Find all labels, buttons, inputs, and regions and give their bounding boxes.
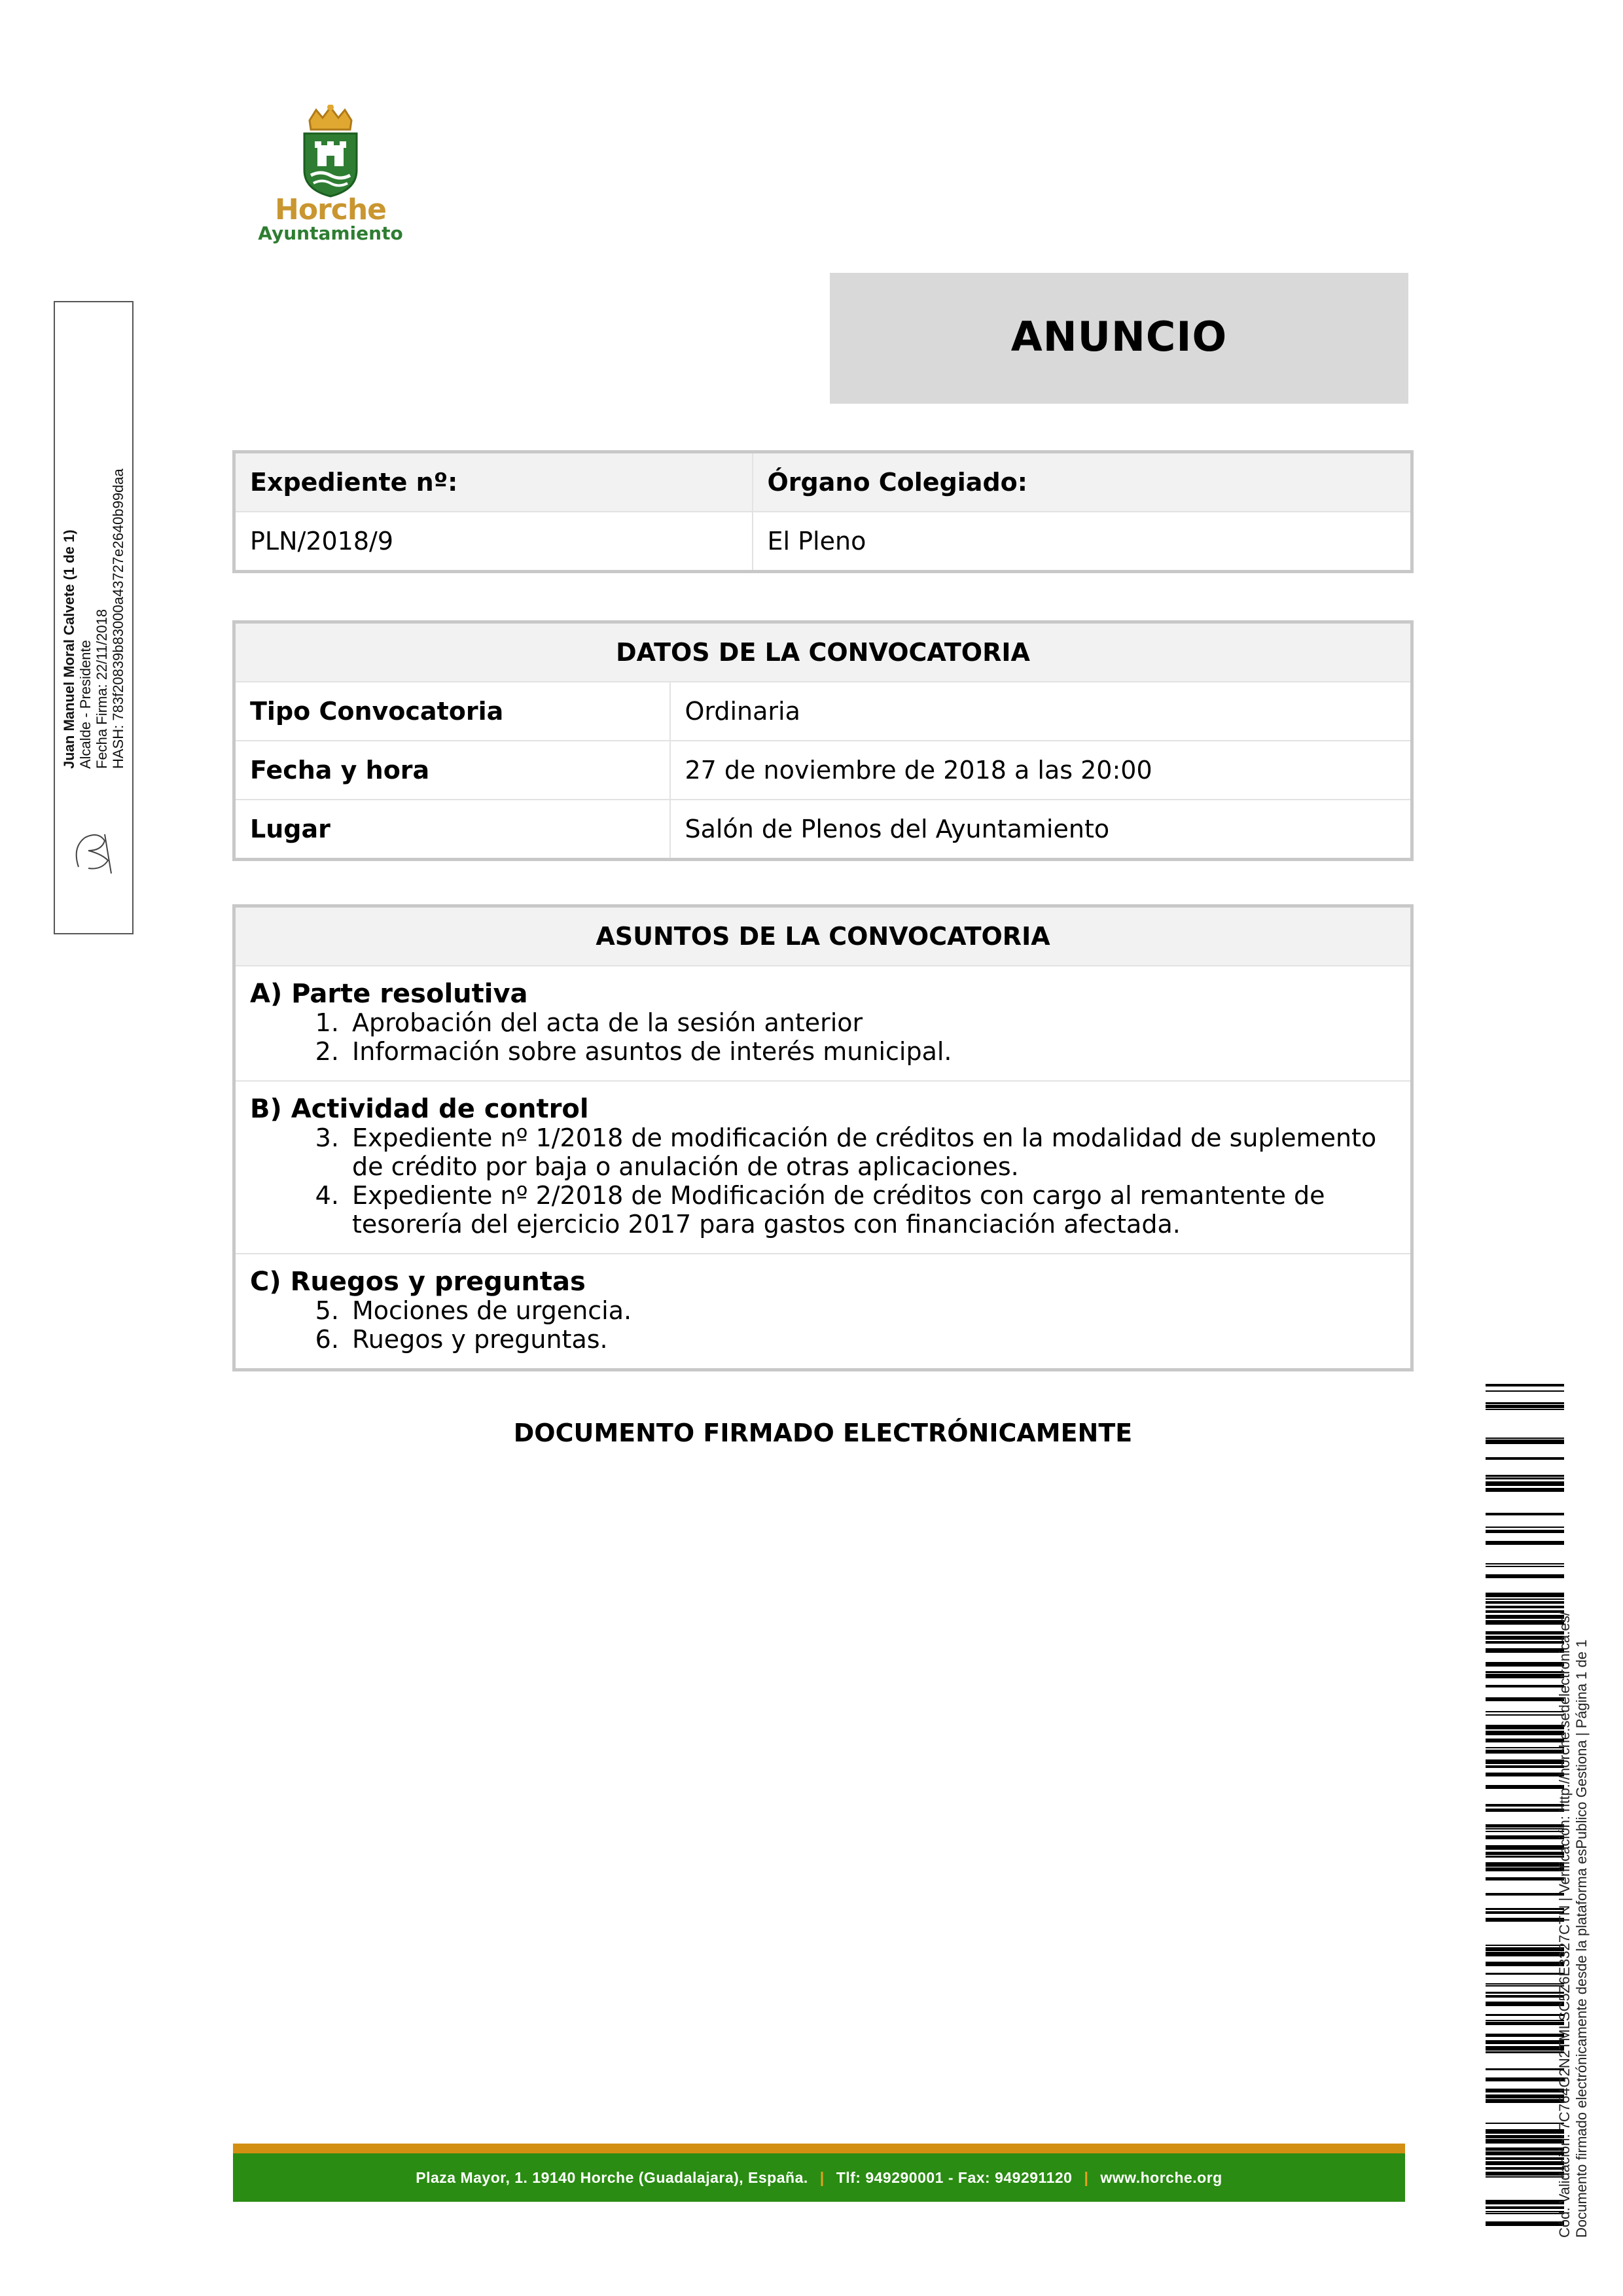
asuntos-table [232, 904, 1414, 1371]
expediente-value: PLN/2018/9 [234, 512, 753, 572]
footer-separator: | [1084, 2169, 1089, 2186]
section-title: B) Actividad de control [250, 1094, 589, 1124]
lugar-label: Lugar [234, 800, 670, 860]
signed-note: DOCUMENTO FIRMADO ELECTRÓNICAMENTE [513, 1419, 1133, 1447]
lugar-value: Salón de Plenos del Ayuntamiento [670, 800, 1412, 860]
expediente-label: Expediente nº: [234, 452, 753, 512]
table-row [234, 682, 1412, 741]
convocatoria-table [232, 620, 1414, 861]
handwritten-signature-icon [65, 821, 124, 880]
signature-hash: HASH: 783f20839b83000a43727e2640b99daa [110, 468, 126, 769]
asuntos-header: ASUNTOS DE LA CONVOCATORIA [234, 906, 1412, 966]
convocatoria-header: DATOS DE LA CONVOCATORIA [234, 622, 1412, 682]
list-item: 4. Expediente nº 2/2018 de Modificación de créditos con cargo al remantente de tesorería del ejercicio 2017 para gastos con financiación afectada. [347, 1181, 1396, 1239]
signature-date: Fecha Firma: 22/11/2018 [94, 609, 110, 769]
section-title: A) Parte resolutiva [250, 979, 528, 1009]
table-row [234, 741, 1412, 800]
page-title: ANUNCIO [1010, 313, 1228, 361]
signature-details [61, 402, 126, 769]
list-item: 5. Mociones de urgencia. [347, 1296, 1396, 1325]
footer-phones: Tlf: 949290001 - Fax: 949291120 [836, 2169, 1073, 2186]
section-parte-resolutiva [234, 966, 1412, 1081]
organo-value: El Pleno [753, 512, 1412, 572]
verification-line-2: Documento firmado electrónicamente desde la plataforma esPublico Gestiona | Página 1 de 1 [1573, 1639, 1590, 2238]
footer-separator: | [819, 2169, 825, 2186]
logo-subtitle: Ayuntamiento [258, 222, 403, 244]
section-title: C) Ruegos y preguntas [250, 1267, 586, 1297]
signer-role: Alcalde - Presidente [77, 640, 94, 769]
section-actividad-control [234, 1081, 1412, 1254]
list-item: 2. Información sobre asuntos de interés municipal. [347, 1037, 1396, 1066]
list-item: 3. Expediente nº 1/2018 de modificación de créditos en la modalidad de suplemento de crédito por baja o anulación de otras aplicaciones. [347, 1123, 1396, 1181]
tipo-value: Ordinaria [670, 682, 1412, 741]
barcode-icon [1486, 1384, 1564, 2234]
verification-line-1: Cód. Validación: 7C764G2N2TMLSC5Z6E3327CTN | Verificación: http://horche.sedelectronica.es/ [1556, 1612, 1573, 2238]
list-item: 6. Ruegos y preguntas. [347, 1325, 1396, 1354]
footer-web: www.horche.org [1100, 2169, 1222, 2186]
list-item: 1. Aprobación del acta de la sesión anterior [347, 1008, 1396, 1037]
tipo-label: Tipo Convocatoria [234, 682, 670, 741]
verification-text [1556, 1453, 1590, 2238]
logo-name: Horche [275, 193, 386, 226]
footer-address: Plaza Mayor, 1. 19140 Horche (Guadalajara), España. [416, 2169, 808, 2186]
fecha-label: Fecha y hora [234, 741, 670, 800]
footer-accent-bar [233, 2144, 1405, 2153]
signer-name: Juan Manuel Moral Calvete (1 de 1) [61, 529, 77, 769]
organo-label: Órgano Colegiado: [753, 452, 1412, 512]
table-row [234, 800, 1412, 860]
footer-bar [233, 2153, 1405, 2202]
expediente-table [232, 450, 1414, 573]
section-ruegos-preguntas [234, 1254, 1412, 1370]
fecha-value: 27 de noviembre de 2018 a las 20:00 [670, 741, 1412, 800]
